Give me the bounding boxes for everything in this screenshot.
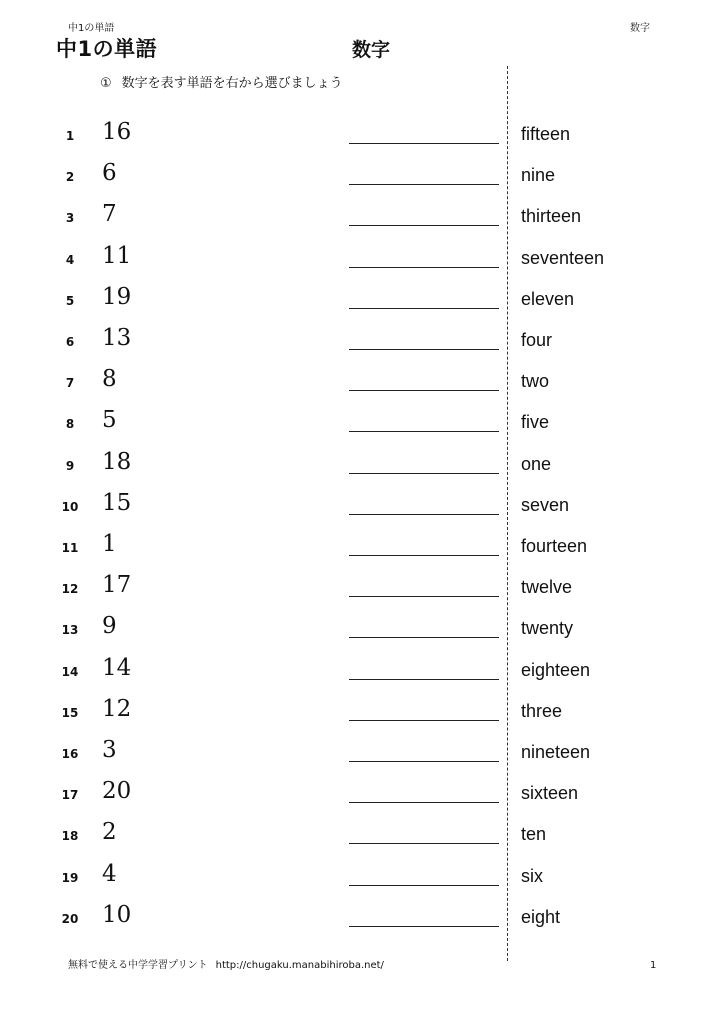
word-choice: two	[521, 371, 550, 392]
numeral: 16	[102, 119, 132, 145]
word-choice: twelve	[521, 577, 573, 598]
exercise-row	[0, 159, 724, 200]
question-number: 17	[61, 788, 79, 803]
answer-blank[interactable]	[349, 802, 499, 803]
question-number: 15	[61, 705, 79, 720]
word-choice: nineteen	[521, 742, 591, 762]
exercise-row	[0, 736, 724, 777]
question-number: 5	[65, 293, 75, 308]
answer-blank[interactable]	[349, 308, 499, 309]
numeral: 19	[102, 283, 132, 310]
answer-blank[interactable]	[349, 720, 499, 721]
question-number: 14	[61, 664, 79, 679]
word-choice: fifteen	[521, 124, 571, 144]
question-number: 11	[61, 541, 79, 555]
numeral: 7	[102, 201, 117, 228]
instruction-number: ①	[100, 76, 112, 91]
exercise-row	[0, 695, 724, 736]
numeral: 17	[102, 572, 132, 599]
numeral: 20	[102, 778, 132, 805]
answer-blank[interactable]	[349, 473, 499, 474]
topic-title: 数字	[352, 39, 391, 61]
question-number: 7	[65, 376, 75, 391]
exercise-row	[0, 901, 724, 942]
footer	[68, 960, 384, 972]
exercise-row	[0, 406, 724, 447]
answer-blank[interactable]	[349, 637, 499, 638]
question-number: 20	[61, 911, 79, 926]
answer-blank[interactable]	[349, 267, 499, 268]
word-choice: three	[521, 700, 563, 721]
question-number: 1	[65, 129, 75, 143]
numeral: 15	[102, 489, 132, 516]
exercise-row	[0, 283, 724, 324]
numeral: 10	[102, 901, 132, 928]
answer-blank[interactable]	[349, 596, 499, 597]
numeral: 13	[102, 325, 132, 351]
question-number: 12	[61, 582, 79, 597]
question-number: 8	[65, 417, 75, 432]
answer-blank[interactable]	[349, 225, 499, 226]
answer-blank[interactable]	[349, 926, 499, 927]
word-choice: eleven	[521, 288, 575, 309]
exercise-row	[0, 612, 724, 653]
word-choice: eight	[521, 906, 561, 927]
exercise-row	[0, 777, 724, 818]
question-number: 9	[65, 458, 75, 473]
exercise-row	[0, 448, 724, 489]
exercise-row	[0, 365, 724, 406]
exercise-row	[0, 654, 724, 695]
page-number: 1	[650, 960, 657, 971]
exercise-row	[0, 324, 724, 365]
instruction-text: 数字を表す単語を右から選びましょう	[121, 76, 343, 91]
answer-blank[interactable]	[349, 679, 499, 680]
exercise-row	[0, 818, 724, 859]
word-choice: sixteen	[521, 783, 579, 804]
answer-blank[interactable]	[349, 555, 499, 556]
numeral: 12	[102, 695, 132, 722]
word-choice: fourteen	[521, 536, 588, 556]
word-choice: one	[521, 453, 552, 474]
exercise-row	[0, 242, 724, 283]
word-choice: four	[521, 330, 553, 350]
footer-site-name: 無料で使える中学学習プリント	[68, 960, 208, 971]
numeral: 2	[102, 819, 117, 846]
answer-blank[interactable]	[349, 390, 499, 391]
answer-blank[interactable]	[349, 514, 499, 515]
exercise-row	[0, 530, 724, 571]
exercise-row	[0, 860, 724, 901]
worksheet-series-label: 中1の単語	[68, 23, 115, 34]
word-choice: twenty	[521, 618, 574, 639]
worksheet-title: 中1の単語	[56, 37, 158, 61]
question-number: 10	[61, 499, 79, 514]
numeral: 3	[102, 737, 117, 763]
question-number: 6	[65, 335, 75, 349]
answer-blank[interactable]	[349, 349, 499, 350]
answer-blank[interactable]	[349, 184, 499, 185]
numeral: 5	[102, 407, 117, 434]
question-number: 16	[61, 747, 79, 761]
footer-url: http://chugaku.manabihiroba.net/	[215, 960, 384, 971]
numeral: 18	[102, 448, 132, 475]
topic-corner-label: 数字	[630, 23, 650, 34]
exercise-row	[0, 200, 724, 241]
numeral: 4	[102, 860, 117, 887]
numeral: 1	[102, 531, 117, 557]
word-choice: seventeen	[521, 247, 605, 268]
numeral: 6	[102, 160, 117, 187]
answer-blank[interactable]	[349, 143, 499, 144]
numeral: 8	[102, 366, 117, 393]
question-number: 3	[65, 211, 75, 226]
answer-blank[interactable]	[349, 885, 499, 886]
question-number: 19	[61, 870, 79, 885]
instruction	[100, 75, 343, 93]
word-choice: thirteen	[521, 206, 582, 227]
numeral: 14	[102, 654, 132, 681]
word-choice: ten	[521, 824, 547, 845]
exercise-row	[0, 571, 724, 612]
question-number: 4	[65, 252, 75, 267]
answer-blank[interactable]	[349, 843, 499, 844]
answer-blank[interactable]	[349, 761, 499, 762]
exercise-row	[0, 489, 724, 530]
question-number: 2	[65, 170, 75, 185]
word-choice: nine	[521, 165, 556, 186]
numeral: 11	[102, 242, 132, 269]
question-number: 13	[61, 623, 79, 638]
word-choice: eighteen	[521, 659, 591, 680]
exercise-row	[0, 118, 724, 159]
word-choice: six	[521, 865, 543, 886]
answer-blank[interactable]	[349, 431, 499, 432]
question-number: 18	[61, 829, 79, 844]
word-choice: five	[521, 412, 550, 433]
word-choice: seven	[521, 494, 570, 515]
numeral: 9	[102, 613, 117, 640]
